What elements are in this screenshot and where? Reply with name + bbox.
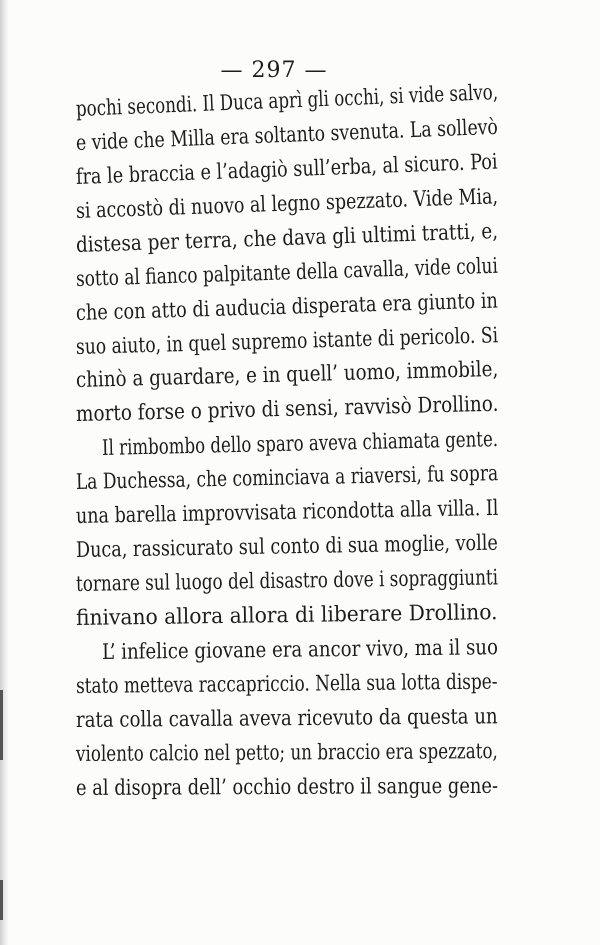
text-line: tornare sul luogo del disastro dove i sopraggiunti xyxy=(75,565,499,597)
text-line: suo aiuto, in quel supremo istante di pericolo. Si xyxy=(75,323,499,360)
text-line: stato metteva raccapriccio. Nella sua lotta dispe- xyxy=(75,669,498,699)
text-line: violento calcio nel petto; un braccio era spezzato, xyxy=(75,739,498,767)
text-line: e vide che Milla era soltanto svenuta. La sollevò xyxy=(75,114,499,156)
text-line: rata colla cavalla aveva ricevuto da questa un xyxy=(75,704,498,733)
text-line: distesa per terra, che dava gli ultimi tratti, e, xyxy=(75,219,499,258)
text-line: una barella improvvisata ricondotta alla villa. Il xyxy=(75,495,499,529)
text-line: che con atto di auducia disperata era giunto in xyxy=(75,288,499,326)
text-line: chinò a guardare, e in quell’ uomo, immobile, xyxy=(75,356,499,393)
text-line: Il rimbombo dello sparo aveva chiamata gente. xyxy=(101,427,499,461)
text-line: morto forse o privo di sensi, ravvisò Drollino. xyxy=(75,391,499,427)
text-line: pochi secondi. Il Duca aprì gli occhi, si vide salvo, xyxy=(75,80,499,122)
text-line: finivano allora allora di liberare Drollino. xyxy=(75,600,498,631)
text-line: fra le braccia e l’adagiò sull’erba, al sicuro. Poi xyxy=(75,149,499,190)
text-line: La Duchessa, che cominciava a riaversi, fu sopra xyxy=(75,461,499,495)
text-line: L’ infelice giovane era ancor vivo, ma il suo xyxy=(101,635,499,665)
text-line: Duca, rassicurato sul conto di sua moglie, volle xyxy=(75,530,499,563)
text-line: sotto al fianco palpitante della cavalla, vide colui xyxy=(75,253,499,292)
text-line: e al disopra dell’ occhio destro il sangue gene- xyxy=(75,773,499,801)
text-line: si accostò di nuovo al legno spezzato. Vide Mia, xyxy=(75,184,499,224)
page-number: — 297 — xyxy=(220,58,328,83)
